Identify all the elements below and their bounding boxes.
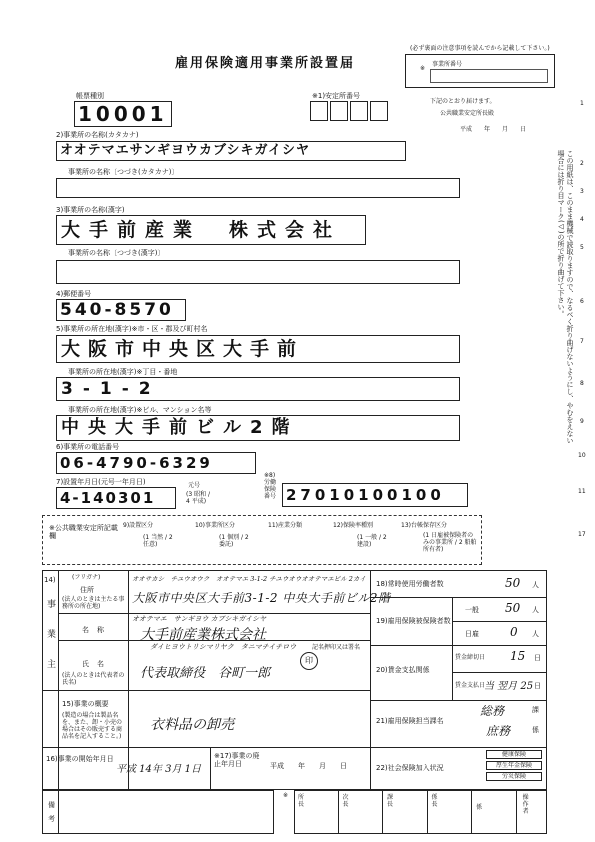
wage-close-label: 賃金締切日 [455, 654, 486, 661]
approval-col-subsection-chief: 係長 [428, 790, 473, 834]
field3-cont-input[interactable] [56, 260, 460, 284]
wage-close-value[interactable]: 15 [510, 649, 526, 663]
office-use-box [42, 515, 482, 565]
field6-value[interactable]: 06-4790-6329 [56, 452, 256, 474]
field5c-label: 事業所の所在地(漢字)※ビル、マンション名等 [68, 406, 212, 414]
fold-instruction: この用紙は、このまま機械で読取りますので、なるべく折り曲げないようにし、やむをえない場合には折り目マーク(◁)の所で折り曲げて下さい。 [557, 150, 574, 444]
item9-options: (1 当然 / 2 任意) [143, 534, 173, 548]
field5-label: 5)事業所の所在地(漢字)※市・区・郡及び町村名 [56, 325, 208, 333]
field2-cont-label: 事業所の名称〔つづき(カタカナ)〕 [68, 168, 179, 176]
wage-pay-unit: 日 [534, 682, 541, 690]
fold-mark-4: 4 [580, 216, 584, 223]
security-no-grid[interactable] [310, 101, 390, 121]
item12-options: (1 一般 / 2 建設) [357, 534, 387, 548]
notice-text: 下記のとおり届けます。 [430, 98, 496, 105]
fold-mark-3: 3 [580, 188, 584, 195]
name-value[interactable]: 大手前産業株式会社 [140, 627, 266, 643]
field3-cont-label: 事業所の名称〔つづき(漢字)〕 [68, 249, 165, 257]
approval-kome: ※ [283, 792, 289, 799]
approval-col-operator: 操作者 [522, 794, 529, 815]
field7-era-label: 元号 [188, 482, 201, 489]
field5b-value[interactable]: 3-1-2 [56, 377, 460, 401]
name-furigana[interactable]: オオテマエ サンギヨウ カブシキガイシヤ [132, 615, 267, 623]
office-use-label: ※公共職業安定所記載欄 [49, 524, 118, 540]
social-ins-health[interactable]: 健康保険 [486, 750, 542, 759]
insured-day-label: 日雇 [465, 630, 479, 638]
workers-value[interactable]: 50 [505, 576, 521, 590]
social-ins-label: 22)社会保険加入状況 [376, 764, 444, 772]
business-label: 15)事業の概要 [62, 700, 109, 708]
insured-general-value[interactable]: 50 [505, 601, 521, 615]
item10-label: 10)事業所区分 [195, 522, 235, 529]
fold-mark-6: 6 [580, 298, 584, 305]
addr-label: 住所 [80, 586, 94, 594]
business-value[interactable]: 衣料品の卸売 [150, 717, 234, 733]
fold-mark-11: 11 [578, 488, 586, 495]
field8-label: ※8)労働保険番号 [264, 472, 277, 500]
fold-mark-17: 17 [578, 531, 586, 538]
office-number-box [405, 54, 555, 88]
field4-value[interactable]: 540-8570 [56, 299, 186, 321]
addr-sub: (法人のときは主たる事務所の所在地) [62, 596, 125, 610]
social-ins-accident[interactable]: 労災保険 [486, 772, 542, 781]
field5c-value[interactable]: 中央大手前ビル2階 [56, 415, 460, 441]
insured-day-value[interactable]: 0 [510, 625, 518, 639]
fold-mark-10: 10 [578, 452, 586, 459]
rep-sub: (法人のときは代表者の氏名) [62, 672, 125, 686]
social-ins-items [486, 750, 542, 781]
field3-value[interactable]: 大手前産業 株式会社 [56, 215, 366, 245]
insured-day-unit: 人 [532, 630, 539, 638]
business-sub: (製造の場合は製品名を、また、卸・小売の場合はその販売する商品名を記入すること。) [62, 712, 123, 740]
office-number-input[interactable] [430, 69, 548, 83]
insured-general-unit: 人 [532, 606, 539, 614]
approval-col-deputy: 次長 [339, 790, 384, 834]
insured-general-label: 一般 [465, 606, 479, 614]
social-ins-pension[interactable]: 厚生年金保険 [486, 761, 542, 770]
fold-mark-5: 5 [580, 244, 584, 251]
approval-columns [294, 790, 547, 834]
field7-value[interactable]: 4-140301 [56, 487, 176, 509]
remarks-label: 備考 [48, 801, 55, 823]
abolish-label: ※17)事業の廃止年月日 [214, 752, 260, 768]
name-label: 名称 [82, 626, 112, 634]
remarks-box [42, 790, 274, 834]
wage-pay-value[interactable]: 当 翌月 25 [484, 681, 534, 692]
item13-label: 13)台帳保存区分 [401, 522, 447, 529]
start-label: 16)事業の開始年月日 [46, 755, 114, 763]
field3-label: 3)事業所の名称(漢字) [56, 206, 125, 214]
seal-stamp: 印 [300, 652, 318, 670]
rep-furigana[interactable]: ダイヒヨウトリシマリヤク タニマチイチロウ [150, 643, 297, 651]
filing-date: 平成 年 月 日 [460, 126, 527, 133]
form-title: 雇用保険適用事業所設置届 [175, 56, 356, 71]
field2-label: 2)事業所の名称(カタカナ) [56, 131, 139, 139]
abolish-value[interactable]: 平成 年 月 日 [270, 762, 347, 770]
fold-mark-7: 7 [580, 338, 584, 345]
field5-value[interactable]: 大阪市中央区大手前 [56, 335, 460, 363]
wage-pay-label: 賃金支払日 [455, 682, 486, 689]
field6-label: 6)事業所の電話番号 [56, 443, 120, 451]
wage-close-unit: 日 [534, 654, 541, 662]
field5b-label: 事業所の所在地(漢字)※丁目・番地 [68, 368, 178, 376]
field4-label: 4)郵便番号 [56, 290, 92, 298]
fold-mark-9: 9 [580, 418, 584, 425]
workers-label: 18)常時使用労働者数 [376, 580, 444, 588]
insured-label: 19)雇用保険被保険者数 [376, 617, 451, 625]
lower-side-number: 14) [44, 576, 56, 584]
workers-unit: 人 [532, 581, 539, 589]
dept-suffix-1: 課 [532, 706, 539, 714]
rep-label: 氏名 [82, 660, 112, 668]
kome-mark: ※ [420, 65, 426, 72]
fold-mark-8: 8 [580, 380, 584, 387]
item11-label: 11)産業分類 [268, 522, 302, 529]
fold-mark-2: 2 [580, 160, 584, 167]
rep-value[interactable]: 代表取締役 谷町一郎 [140, 666, 271, 681]
item13-options: (1 日雇被保険者のみの事業所 / 2 船舶所有者) [423, 532, 477, 553]
addr-value[interactable]: 大阪市中央区大手前3-1-2 中央大手前ビル2階 [132, 591, 391, 605]
lower-side-label: 事業主 [47, 600, 57, 670]
approval-col-clerk: 係 [472, 790, 517, 834]
top-note: (必ず裏面の注意事項を読んでから記載して下さい。) [410, 45, 550, 52]
item10-options: (1 個別 / 2 委託) [219, 534, 249, 548]
field8-value[interactable]: 27010100100 [282, 483, 468, 507]
form-type-label: 帳票種別 [76, 92, 104, 100]
dept-suffix-2: 係 [532, 726, 539, 734]
field2-value[interactable]: オオテマエサンギヨウカブシキガイシヤ [56, 141, 406, 161]
start-value[interactable]: 平成 14年 3月 1日 [116, 764, 201, 775]
addr-furigana-label: (フリガナ) [72, 574, 101, 581]
field7-era-options: (3 昭和 / 4 平成) [186, 491, 210, 505]
form-type-value: 10001 [74, 101, 172, 127]
fold-mark-1: 1 [580, 100, 584, 107]
addressee-text: 公共職業安定所長殿 [440, 110, 495, 117]
dept-label: 21)雇用保険担当課名 [376, 717, 444, 725]
dept-value-2[interactable]: 庶務 [486, 724, 511, 738]
item12-label: 12)保険率種別 [333, 522, 373, 529]
security-no-label: ※1)安定所番号 [312, 92, 361, 100]
addr-furigana[interactable]: オオサカシ チユウオウク オオテマエ 3-1-2 チユウオウオオテマエビル 2カイ [132, 575, 366, 583]
approval-col-director: 所長 [294, 790, 339, 834]
field2-cont-input[interactable] [56, 178, 460, 198]
dept-value-1[interactable]: 総務 [480, 704, 505, 718]
office-number-label: 事業所番号 [432, 61, 463, 68]
item9-label: 9)設置区分 [123, 522, 154, 529]
approval-col-section-chief: 課長 [383, 790, 428, 834]
seal-note: 記名押印又は署名 [312, 644, 361, 651]
field7-label: 7)設置年月日(元号一年月日) [56, 478, 146, 486]
wage-label: 20)賃金支払関係 [376, 666, 430, 674]
